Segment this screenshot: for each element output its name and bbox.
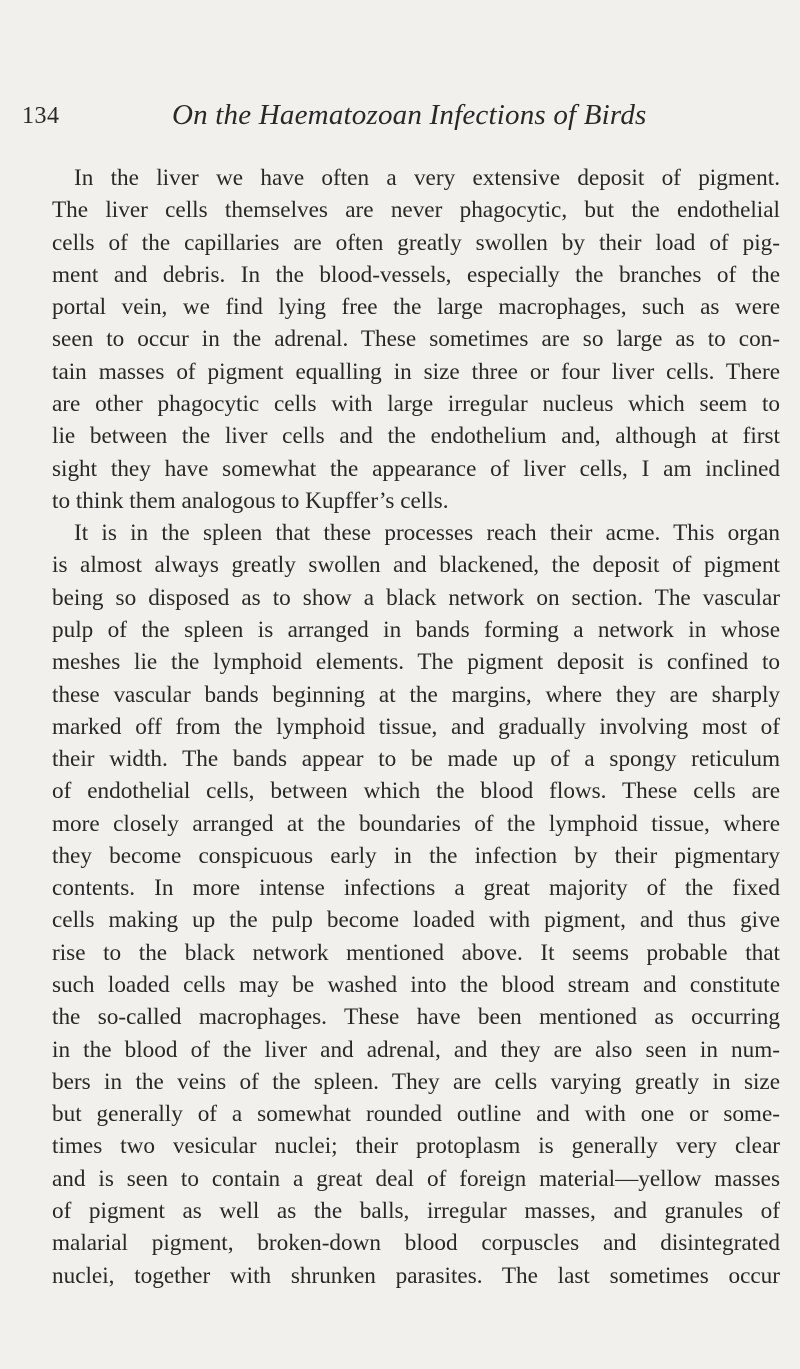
body-text <box>52 162 780 1292</box>
text-line: bers in the veins of the spleen. They are cells varying greatly in size <box>52 1068 780 1095</box>
text-line: marked off from the lymphoid tissue, and gradually involving most of <box>52 713 780 740</box>
running-title: On the Haematozoan Infections of Birds <box>172 99 647 131</box>
text-line: cells making up the pulp become loaded with pigment, and thus give <box>52 907 780 934</box>
text-line: these vascular bands beginning at the margins, where they are sharply <box>52 681 780 708</box>
text-line: of endothelial cells, between which the blood flows. These cells are <box>52 778 780 805</box>
text-line: cells of the capillaries are often greatly swollen by their load of pig- <box>52 229 780 256</box>
text-line: The liver cells themselves are never phagocytic, but the endothelial <box>52 197 780 224</box>
text-line: ment and debris. In the blood-vessels, especially the branches of the <box>52 261 780 288</box>
text-line: are other phagocytic cells with large irregular nucleus which seem to <box>52 390 780 417</box>
text-line: more closely arranged at the boundaries of the lymphoid tissue, where <box>52 810 780 837</box>
text-line: contents. In more intense infections a great majority of the fixed <box>52 875 780 902</box>
paragraph-spleen <box>52 517 780 1292</box>
text-line: nuclei, together with shrunken parasites. The last sometimes occur <box>52 1262 780 1289</box>
page-number: 134 <box>22 103 60 129</box>
text-line: meshes lie the lymphoid elements. The pigment deposit is confined to <box>52 649 780 676</box>
paragraph-liver <box>52 162 780 517</box>
text-line: lie between the liver cells and the endothelium and, although at first <box>52 423 780 450</box>
text-line: seen to occur in the adrenal. These sometimes are so large as to con- <box>52 326 780 353</box>
text-line: to think them analogous to Kupffer’s cells. <box>52 487 449 514</box>
text-line: portal vein, we find lying free the large macrophages, such as were <box>52 294 780 321</box>
text-line: in the blood of the liver and adrenal, and they are also seen in num- <box>52 1036 780 1063</box>
text-line: such loaded cells may be washed into the blood stream and constitute <box>52 972 780 999</box>
text-line: It is in the spleen that these processes reach their acme. This organ <box>74 520 780 547</box>
text-line: pulp of the spleen is arranged in bands forming a network in whose <box>52 616 780 643</box>
text-line: they become conspicuous early in the infection by their pigmentary <box>52 842 780 869</box>
text-line: rise to the black network mentioned above. It seems probable that <box>52 939 780 966</box>
text-line: the so-called macrophages. These have been mentioned as occurring <box>52 1004 780 1031</box>
text-line: is almost always greatly swollen and blackened, the deposit of pigment <box>52 552 780 579</box>
text-line: their width. The bands appear to be made up of a spongy reticulum <box>52 746 780 773</box>
text-line: times two vesicular nuclei; their protoplasm is generally very clear <box>52 1133 780 1160</box>
text-line: but generally of a somewhat rounded outline and with one or some- <box>52 1101 780 1128</box>
text-line: malarial pigment, broken-down blood corpuscles and disintegrated <box>52 1230 780 1257</box>
text-line: In the liver we have often a very extensive deposit of pigment. <box>74 165 780 191</box>
text-line: sight they have somewhat the appearance of liver cells, I am inclined <box>52 455 780 482</box>
text-line: and is seen to contain a great deal of foreign material—yellow masses <box>52 1165 780 1192</box>
text-line: being so disposed as to show a black network on section. The vascular <box>52 584 780 611</box>
text-line: tain masses of pigment equalling in size three or four liver cells. There <box>52 358 780 385</box>
text-line: of pigment as well as the balls, irregular masses, and granules of <box>52 1198 780 1224</box>
